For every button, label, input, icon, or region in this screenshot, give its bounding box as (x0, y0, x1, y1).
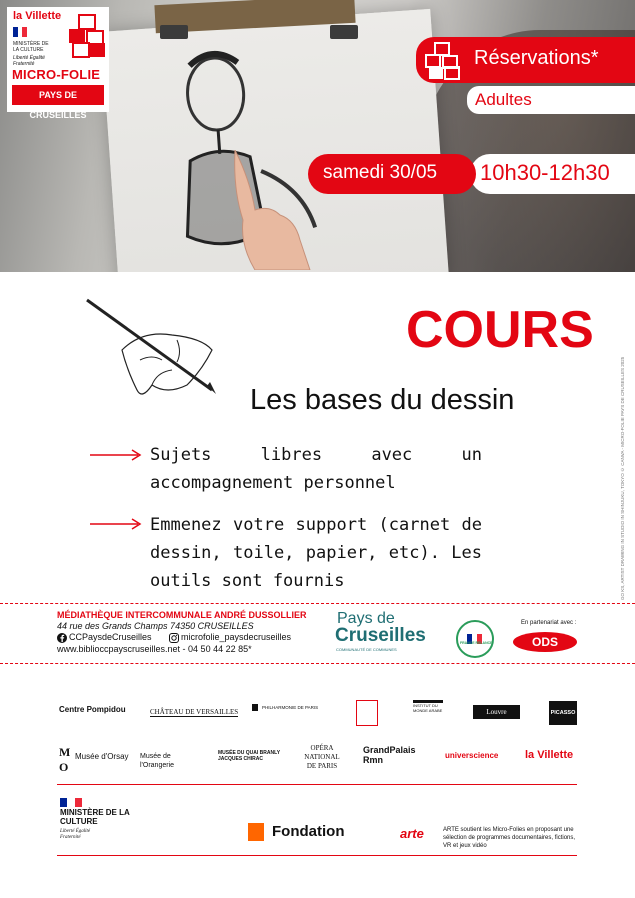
cruseilles-logo-text: Cruseilles (335, 625, 426, 646)
venue-contact[interactable]: www.biblioccpayscruseilles.net - 04 50 44 22 85* (57, 644, 252, 654)
picasso-logo: PICASSO (549, 701, 577, 725)
arrow-right-icon (90, 518, 142, 530)
venue-name: MÉDIATHÈQUE INTERCOMMUNALE ANDRÉ DUSSOLLIER (57, 610, 307, 620)
quai-branly-logo: MUSÉE DU QUAI BRANLY JACQUES CHIRAC (218, 750, 280, 762)
louvre-logo: Louvre (473, 705, 520, 719)
divider (57, 855, 577, 856)
event-time: 10h30-12h30 (480, 160, 610, 185)
centre-pompidou-logo: Centre Pompidou (59, 705, 126, 714)
chateau-versailles-logo: CHÂTEAU DE VERSAILLES (150, 708, 239, 716)
france-relance-logo (456, 620, 494, 658)
micro-folie-logo (7, 7, 109, 120)
ministere-small-text: MINISTÈRE DE LA CULTURE (13, 41, 49, 53)
drawing-hand (225, 150, 315, 270)
arte-description: ARTE soutient les Micro-Folies en proposant une sélection de programmes documentaires, fictions, VR et jeux vidéo (443, 827, 576, 849)
orsay-monogram: M O (59, 745, 71, 774)
micro-folie-title: MICRO-FOLIE (12, 67, 101, 82)
audience-label: Adultes (475, 90, 532, 109)
ministere-culture-logo: MINISTÈRE DE LA CULTURE (60, 808, 130, 826)
course-title: Les bases du dessin (250, 384, 515, 416)
bullet-item: Sujets libres avec un accompagnement personnel (150, 445, 482, 493)
category-title: COURS (406, 301, 594, 359)
communaute-text: COMMUNAUTÉ DE COMMUNES (336, 647, 397, 652)
france-relance-text: FRANCE RELANCE (460, 641, 493, 645)
easel-clip (330, 25, 358, 39)
instagram-icon[interactable] (169, 633, 179, 643)
divider (57, 784, 577, 785)
devise-text: Liberté Égalité Fraternité (60, 829, 91, 840)
bullet-item: Emmenez votre support (carnet de dessin, toile, papier, etc). Les outils sont fournis (150, 515, 482, 591)
cubes-icon (423, 42, 465, 80)
pays-de-cruseilles-label: PAYS DE CRUSEILLES (12, 85, 104, 105)
facebook-icon[interactable] (57, 633, 67, 643)
lavillette-logo-text: la Villette (13, 10, 62, 22)
institut-monde-arabe-logo: INSTITUT DU MONDE ARABE (413, 700, 443, 713)
event-date: samedi 30/05 (323, 162, 438, 183)
musee-orangerie-logo: Musée de l'Orangerie (140, 753, 175, 769)
orange-logo-square (248, 823, 264, 841)
philharmonie-logo: PHILHARMONIE DE PARIS (252, 704, 336, 711)
photo-credit: GO KS, ARTIST DRAWING IN STUDIO IN SHINJUKU, TOKYO © CANVA - MICRO-FOLIE PAYS DE CRUSEILLES 2025 (620, 356, 625, 600)
grand-palais-logo: GrandPalais Rmn (363, 745, 416, 765)
easel-clip (160, 25, 188, 39)
arrow-right-icon (90, 449, 142, 461)
louvre-lens-logo (356, 700, 378, 726)
separator (0, 663, 635, 664)
separator (0, 603, 635, 604)
universcience-logo: universcience (445, 751, 499, 760)
cubes-icon (67, 13, 107, 59)
venue-address: 44 rue des Grands Champs 74350 CRUSEILLES (57, 621, 254, 631)
musee-orsay-logo: Musée d'Orsay (75, 752, 129, 761)
france-relance-emblem (458, 622, 492, 656)
facebook-link[interactable]: CCPaysdeCruseilles (69, 632, 152, 642)
partenariat-label: En partenariat avec : (521, 620, 577, 626)
reservation-label: Réservations* (474, 47, 599, 69)
opera-paris-logo: OPÉRA NATIONAL DE PARIS (304, 744, 340, 770)
instagram-link[interactable]: microfolie_paysdecruseilles (181, 632, 292, 642)
arte-logo: arte (400, 826, 424, 841)
ods-radio-logo: ODS (513, 632, 577, 652)
pays-de-text: Pays de (337, 610, 395, 627)
fondation-orange-logo: Fondation (272, 823, 345, 840)
lavillette-logo: la Villette (525, 749, 574, 761)
hand-with-pencil-illustration (82, 290, 222, 410)
french-flag-icon (13, 27, 27, 37)
devise-small-text: Liberté Égalité Fraternité (13, 55, 45, 67)
french-flag-icon (60, 798, 82, 807)
